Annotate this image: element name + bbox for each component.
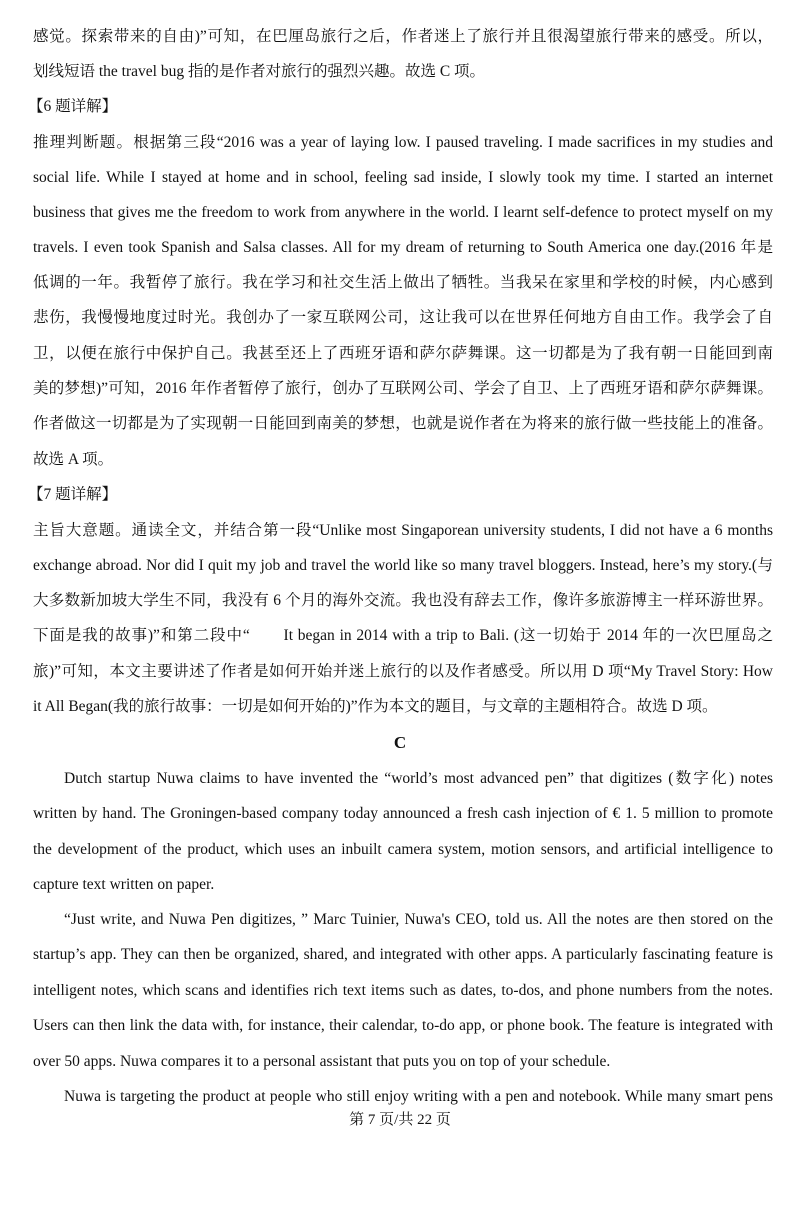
text-line: 美的梦想)”可知，2016 年作者暂停了旅行，创办了互联网公司、学会了自卫、上了西班牙语和萨尔萨舞课。 <box>33 380 773 397</box>
text-line: business that gives me the freedom to work from anywhere in the world. I learnt self-defence to protect myself on my <box>33 204 773 221</box>
text-line: Dutch startup Nuwa claims to have invented the “world’s most advanced pen” that digitizes (数字化) notes <box>64 770 773 787</box>
section-heading-q6: 【6 题详解】 <box>28 98 118 115</box>
text-line: Nuwa is targeting the product at people who still enjoy writing with a pen and notebook. While many smart pens <box>64 1088 773 1105</box>
text-line: intelligent notes, which scans and identifies rich text items such as dates, to-dos, and phone numbers from the notes. <box>33 982 773 999</box>
text-line: Users can then link the data with, for instance, their calendar, to-do app, or phone book. The feature is integrated with <box>33 1017 773 1034</box>
text-line: the development of the product, which uses an inbuilt camera system, motion sensors, and artificial intelligence to <box>33 841 773 858</box>
text-line: it All Began(我的旅行故事：一切是如何开始的)”作为本文的题目，与文章的主题相符合。故选 D 项。 <box>33 698 718 715</box>
text-line: 低调的一年。我暂停了旅行。我在学习和社交生活上做出了牺牲。当我呆在家里和学校的时候，内心感到 <box>33 274 773 291</box>
text-line: travels. I even took Spanish and Salsa classes. All for my dream of returning to South America one day.(2016 年是 <box>33 239 773 256</box>
text-line: 划线短语 the travel bug 指的是作者对旅行的强烈兴趣。故选 C 项。 <box>33 63 486 80</box>
text-line: “Just write, and Nuwa Pen digitizes, ” Marc Tuinier, Nuwa's CEO, told us. All the notes are then stored on the <box>64 911 773 928</box>
text-line: 主旨大意题。通读全文，并结合第一段“Unlike most Singaporean university students, I did not have a 6 months <box>33 522 773 539</box>
text-line: 感觉。探索带来的自由)”可知，在巴厘岛旅行之后，作者迷上了旅行并且很渴望旅行带来的感受。所以， <box>33 28 773 45</box>
section-heading-q7: 【7 题详解】 <box>28 486 118 503</box>
text-line: capture text written on paper. <box>33 876 215 893</box>
text-line: social life. While I stayed at home and in school, feeling sad inside, I slowly took my time. I started an internet <box>33 169 773 186</box>
passage-heading-c: C <box>393 733 407 752</box>
text-line: written by hand. The Groningen-based company today announced a fresh cash injection of € 1. 5 million to promote <box>33 805 773 822</box>
text-line: 卫，以便在旅行中保护自己。我甚至还上了西班牙语和萨尔萨舞课。这一切都是为了我有朝一日能回到南 <box>33 345 773 362</box>
text-line: exchange abroad. Nor did I quit my job and travel the world like so many travel bloggers. Instead, here’s my story.(与 <box>33 557 773 574</box>
text-line: 下面是我的故事)”和第二段中“ It began in 2014 with a trip to Bali. (这一切始于 2014 年的一次巴厘岛之 <box>33 627 773 644</box>
text-line: 大多数新加坡大学生不同，我没有 6 个月的海外交流。我也没有辞去工作，像许多旅游博主一样环游世界。 <box>33 592 773 609</box>
text-line: 推理判断题。根据第三段“2016 was a year of laying low. I paused traveling. I made sacrifices in my studies and <box>33 134 773 151</box>
page-footer: 第 7 页/共 22 页 <box>349 1112 451 1128</box>
text-line: 故选 A 项。 <box>33 451 114 468</box>
text-line: 悲伤，我慢慢地度过时光。我创办了一家互联网公司，这让我可以在世界任何地方自由工作。我学会了自 <box>33 309 773 326</box>
text-line: startup’s app. They can then be organized, shared, and integrated with other apps. A particularly fascinating feature is <box>33 946 773 963</box>
text-line: 作者做这一切都是为了实现朝一日能回到南美的梦想，也就是说作者在为将来的旅行做一些技能上的准备。 <box>33 415 773 432</box>
text-line: over 50 apps. Nuwa compares it to a personal assistant that puts you on top of your schedule. <box>33 1053 611 1070</box>
text-line: 旅)”可知，本文主要讲述了作者是如何开始并迷上旅行的以及作者感受。所以用 D 项“My Travel Story: How <box>33 663 773 680</box>
